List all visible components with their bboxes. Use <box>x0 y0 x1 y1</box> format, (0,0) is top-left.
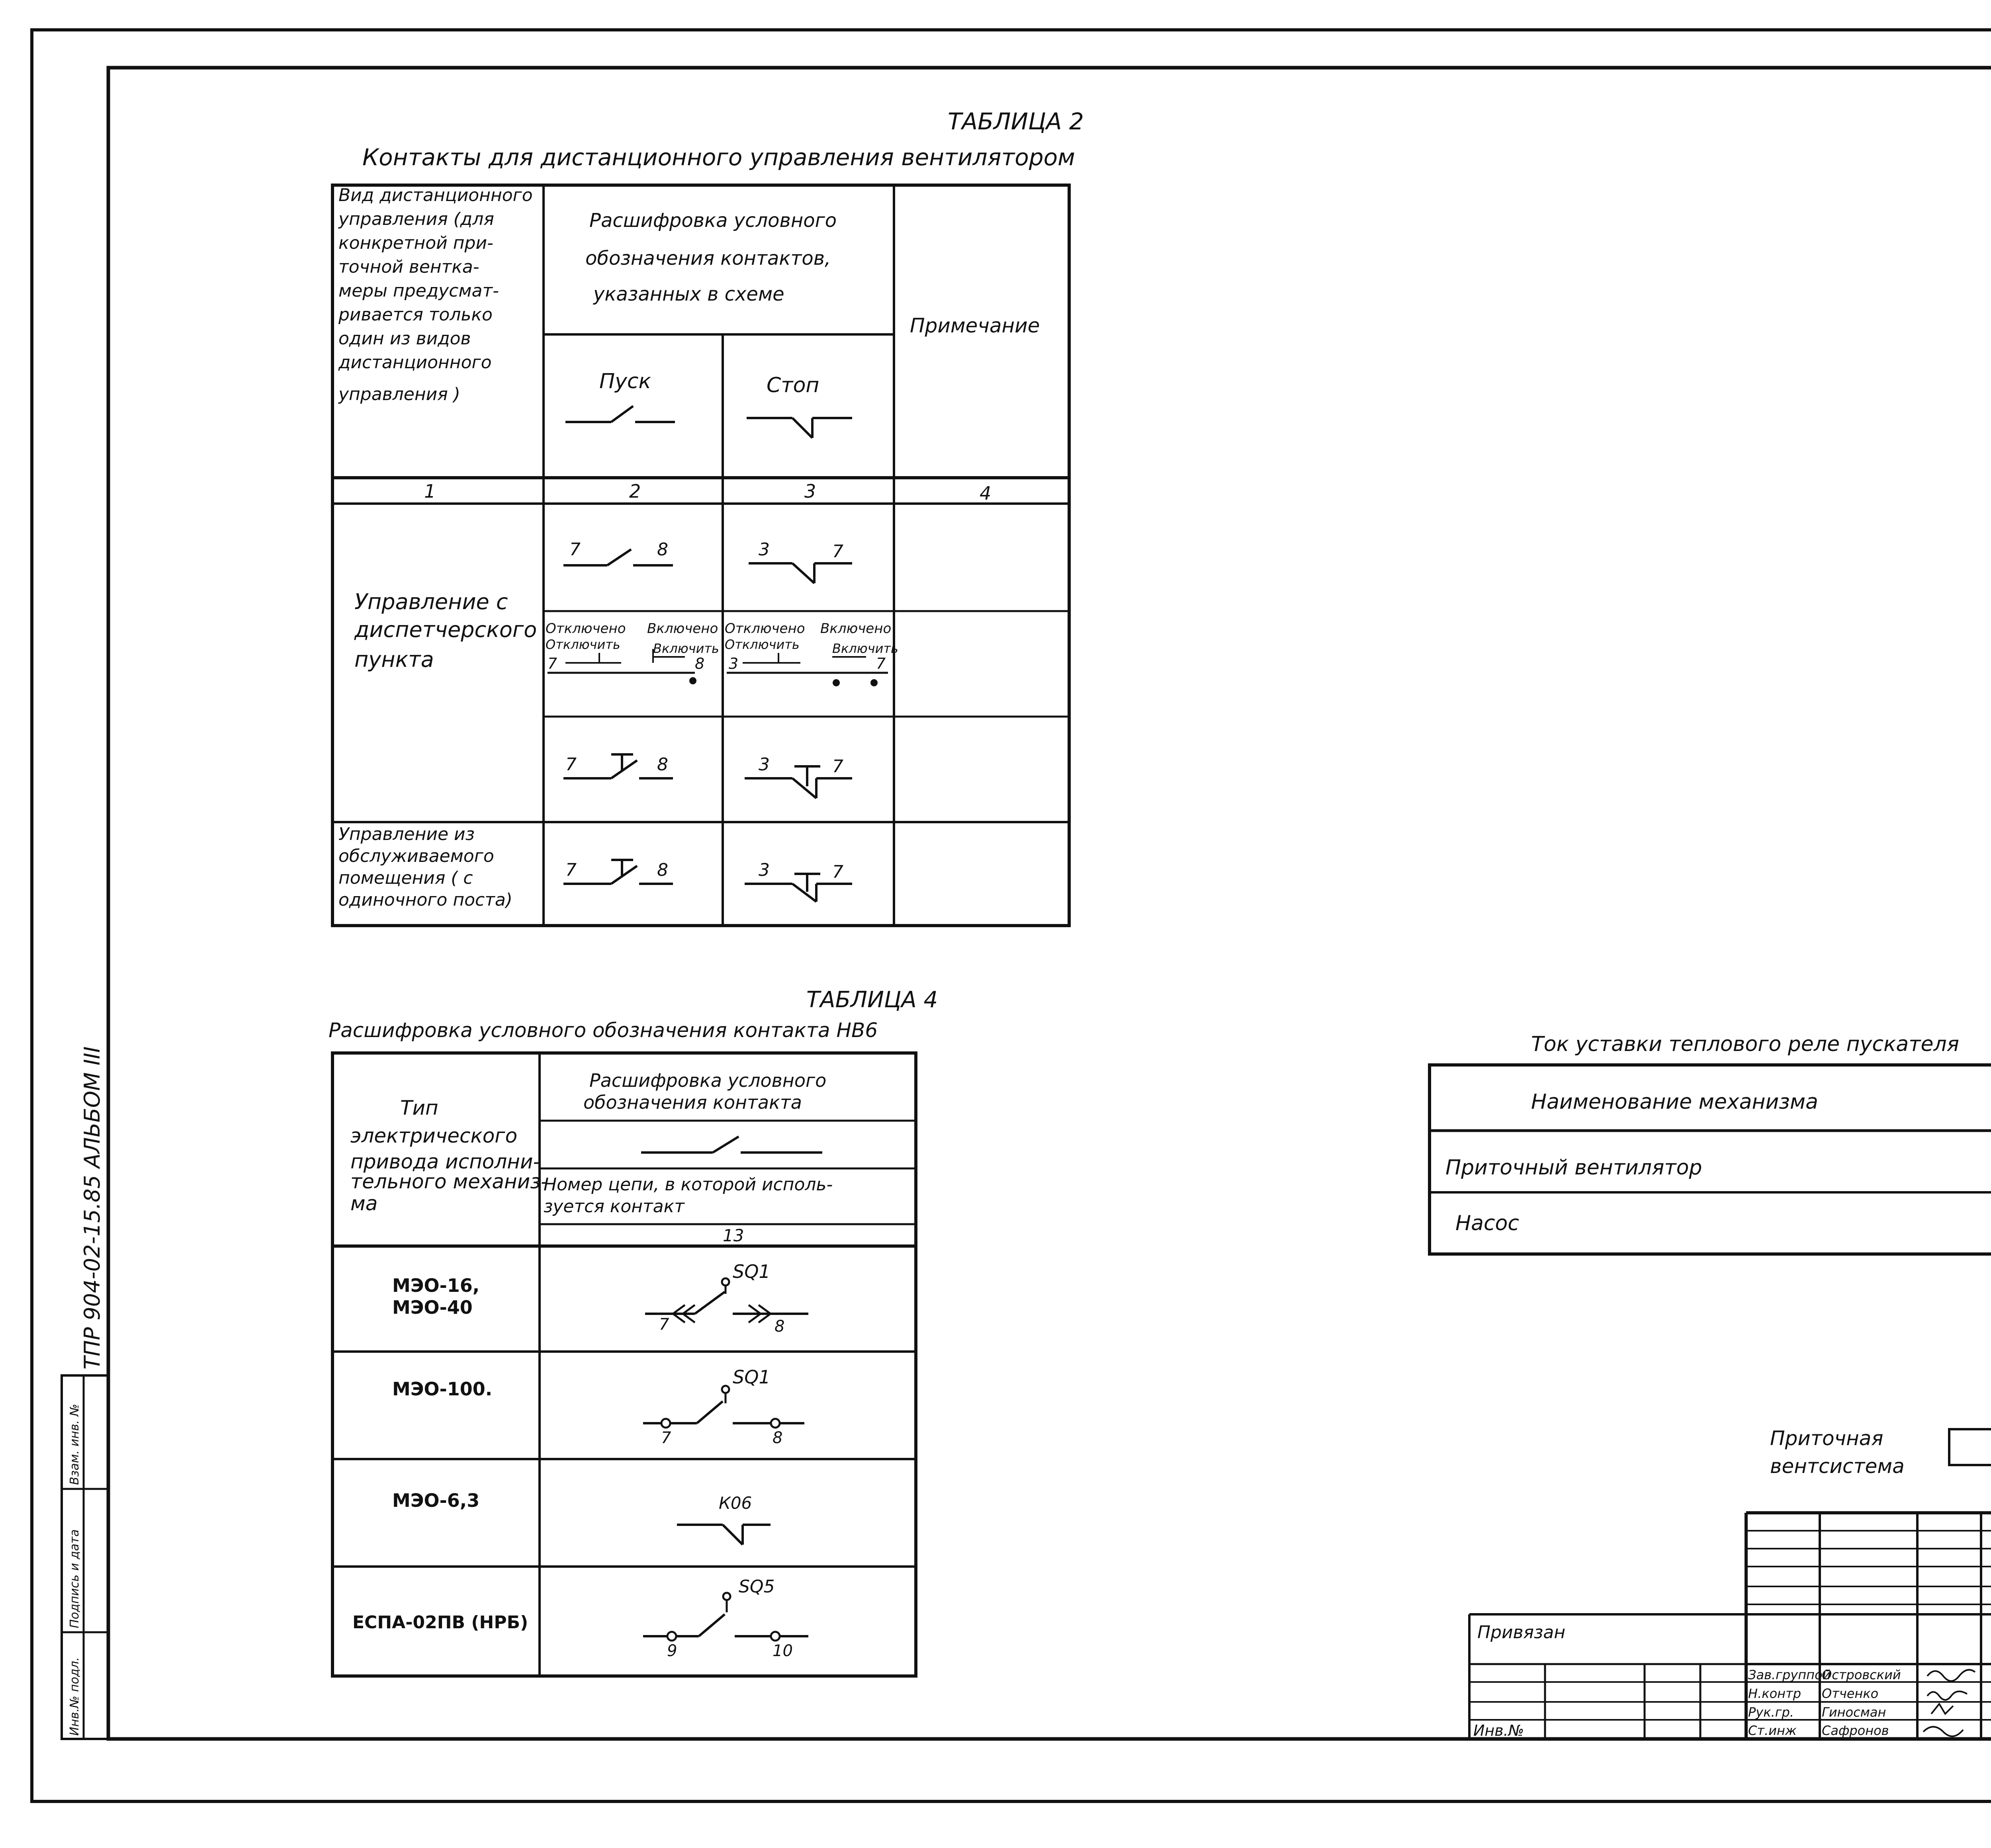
svg-text:Взам. инв. №: Взам. инв. № <box>68 1404 82 1485</box>
svg-text:Включить: Включить <box>832 641 898 656</box>
svg-text:10: 10 <box>773 1642 793 1660</box>
pushbutton-contact-7-8-local <box>563 860 673 884</box>
signature <box>1923 1727 1963 1737</box>
svg-text:3: 3 <box>729 655 739 672</box>
table-5-row-fan: Приточный вентилятор <box>1445 1156 1702 1180</box>
table-2-col-number: 4 <box>980 483 992 504</box>
svg-text:7: 7 <box>832 541 843 562</box>
svg-text:Рук.гр.: Рук.гр. <box>1748 1705 1794 1720</box>
svg-text:7: 7 <box>659 1315 669 1334</box>
table-4-col-number: 13 <box>723 1226 744 1245</box>
svg-text:Отключить: Отключить <box>546 637 620 652</box>
staff-row <box>1748 1705 1991 1720</box>
table-2-caption: ТАБЛИЦА 2 <box>948 108 1084 135</box>
outer-frame <box>32 30 1991 1801</box>
svg-text:Отключено: Отключено <box>725 621 805 637</box>
table-4-title: Расшифровка условного обозначения контакта НВ6 <box>329 1019 878 1042</box>
signature <box>1927 1692 1967 1700</box>
table-2-header-type: Вид дистанционного управления (для конкретной при- точной вентка- меры предусмат- ривается только один из видов дистанционного управления ) <box>338 185 533 404</box>
svg-text:8: 8 <box>657 539 668 560</box>
contact-7-8-symbol <box>563 539 673 565</box>
table-2-col-number: 3 <box>804 481 816 502</box>
table-4-header-type: Тип электрического привода исполни- тельного механиз- ма <box>350 1096 548 1215</box>
switch-diagram-stop <box>725 621 898 686</box>
table-4-row-type: МЭО-16, МЭО-40 <box>392 1275 480 1318</box>
table-2-col-number: 2 <box>629 481 641 502</box>
table-2-header-decode: Расшифровка условного обозначения контактов, указанных в схеме <box>585 209 837 305</box>
table-2-title: Контакты для дистанционного управления вентилятором <box>362 144 1075 171</box>
svg-text:Гиносман: Гиносман <box>1822 1705 1886 1720</box>
svg-text:Отключено: Отключено <box>546 621 626 637</box>
table-5-header-name: Наименование механизма <box>1531 1090 1819 1114</box>
table-5-title: Ток уставки теплового реле пускателя <box>1531 1032 1960 1056</box>
table-5 <box>1430 997 1991 1254</box>
inv-no-label: Инв.№ <box>1473 1722 1524 1739</box>
switch-diagram-start <box>546 621 719 684</box>
inventory-column <box>62 1375 108 1739</box>
start-contact-symbol <box>565 406 675 422</box>
table-2-start-label: Пуск <box>599 369 651 393</box>
svg-text:7: 7 <box>565 754 577 775</box>
table-4-header-decode: Расшифровка условного обозначения контакта <box>583 1070 827 1113</box>
contact-3-7-symbol <box>749 539 852 583</box>
pushbutton-contact-3-7 <box>745 754 852 798</box>
svg-text:8: 8 <box>773 1429 783 1447</box>
table-4-row-type: МЭО-100. <box>392 1378 493 1400</box>
svg-text:7: 7 <box>569 539 581 560</box>
svg-text:Ст.инж: Ст.инж <box>1748 1723 1797 1738</box>
nb6-contact-symbol <box>641 1137 822 1153</box>
svg-text:SQ5: SQ5 <box>739 1576 775 1597</box>
privyazan-label: Привязан <box>1477 1622 1566 1643</box>
table-4-header-circuit: Номер цепи, в которой исполь- зуется контакт <box>544 1174 833 1217</box>
vent-system-label: Приточная вентсистема <box>1770 1427 1905 1478</box>
svg-text:Зав.группой: Зав.группой <box>1748 1667 1831 1682</box>
title-block <box>1469 1487 1991 1774</box>
svg-text:Подпись и дата: Подпись и дата <box>68 1529 82 1628</box>
table-2-header-note: Примечание <box>910 314 1040 337</box>
svg-text:Отченко: Отченко <box>1822 1686 1879 1701</box>
svg-text:7: 7 <box>548 655 557 672</box>
limit-switch-sq1-symbol <box>643 1366 804 1447</box>
vent-system-field <box>1770 1427 1991 1478</box>
contact-k06-symbol <box>677 1493 771 1545</box>
svg-text:8: 8 <box>657 860 668 880</box>
pushbutton-contact-3-7-local <box>745 860 852 902</box>
svg-text:Сафронов: Сафронов <box>1822 1723 1889 1738</box>
svg-text:3: 3 <box>759 539 770 560</box>
table-4 <box>329 987 938 1676</box>
table-5-row-pump: Насос <box>1455 1211 1519 1235</box>
svg-text:SQ1: SQ1 <box>733 1366 771 1388</box>
svg-text:3: 3 <box>759 754 770 775</box>
svg-text:К06: К06 <box>719 1493 752 1513</box>
table-4-row-type: МЭО-6,3 <box>392 1490 480 1511</box>
svg-text:Н.контр: Н.контр <box>1748 1686 1801 1701</box>
svg-text:8: 8 <box>774 1317 785 1336</box>
table-2 <box>332 108 1084 926</box>
table-2-col-number: 1 <box>424 481 436 502</box>
limit-switch-sq1-symbol <box>645 1261 808 1336</box>
svg-text:7: 7 <box>832 756 843 777</box>
table-2-row-dispatch-label: Управление с диспетчерского пункта <box>354 589 537 672</box>
svg-text:Включено: Включено <box>647 621 718 637</box>
svg-text:Включено: Включено <box>820 621 892 637</box>
svg-text:7: 7 <box>565 860 577 880</box>
side-stamp: ТПР 904-02-15.85 АЛЬБОМ III <box>80 1046 105 1369</box>
svg-text:7: 7 <box>661 1429 671 1447</box>
signature <box>1927 1670 1975 1681</box>
svg-text:8: 8 <box>657 754 668 775</box>
svg-text:3: 3 <box>759 860 770 880</box>
pushbutton-contact-7-8 <box>563 754 673 778</box>
svg-text:8: 8 <box>695 655 705 672</box>
table-2-row-local-label: Управление из обслуживаемого помещения ( с одиночного поста) <box>338 824 512 910</box>
svg-text:7: 7 <box>832 862 843 882</box>
table-4-row-type: ЕСПА-02ПВ (НРБ) <box>352 1612 528 1633</box>
table-2-stop-label: Стоп <box>767 373 819 397</box>
limit-switch-sq5-symbol <box>643 1576 808 1660</box>
signature <box>1931 1704 1953 1714</box>
svg-text:Инв.№ подл.: Инв.№ подл. <box>68 1657 82 1736</box>
table-4-caption: ТАБЛИЦА 4 <box>806 987 938 1013</box>
svg-text:9: 9 <box>667 1642 677 1660</box>
svg-text:7: 7 <box>876 655 886 672</box>
svg-text:Островский: Островский <box>1822 1667 1901 1682</box>
svg-text:SQ1: SQ1 <box>733 1261 771 1282</box>
svg-text:Отключить: Отключить <box>725 637 800 652</box>
svg-text:Включить: Включить <box>653 641 719 656</box>
stop-contact-symbol <box>747 418 852 438</box>
